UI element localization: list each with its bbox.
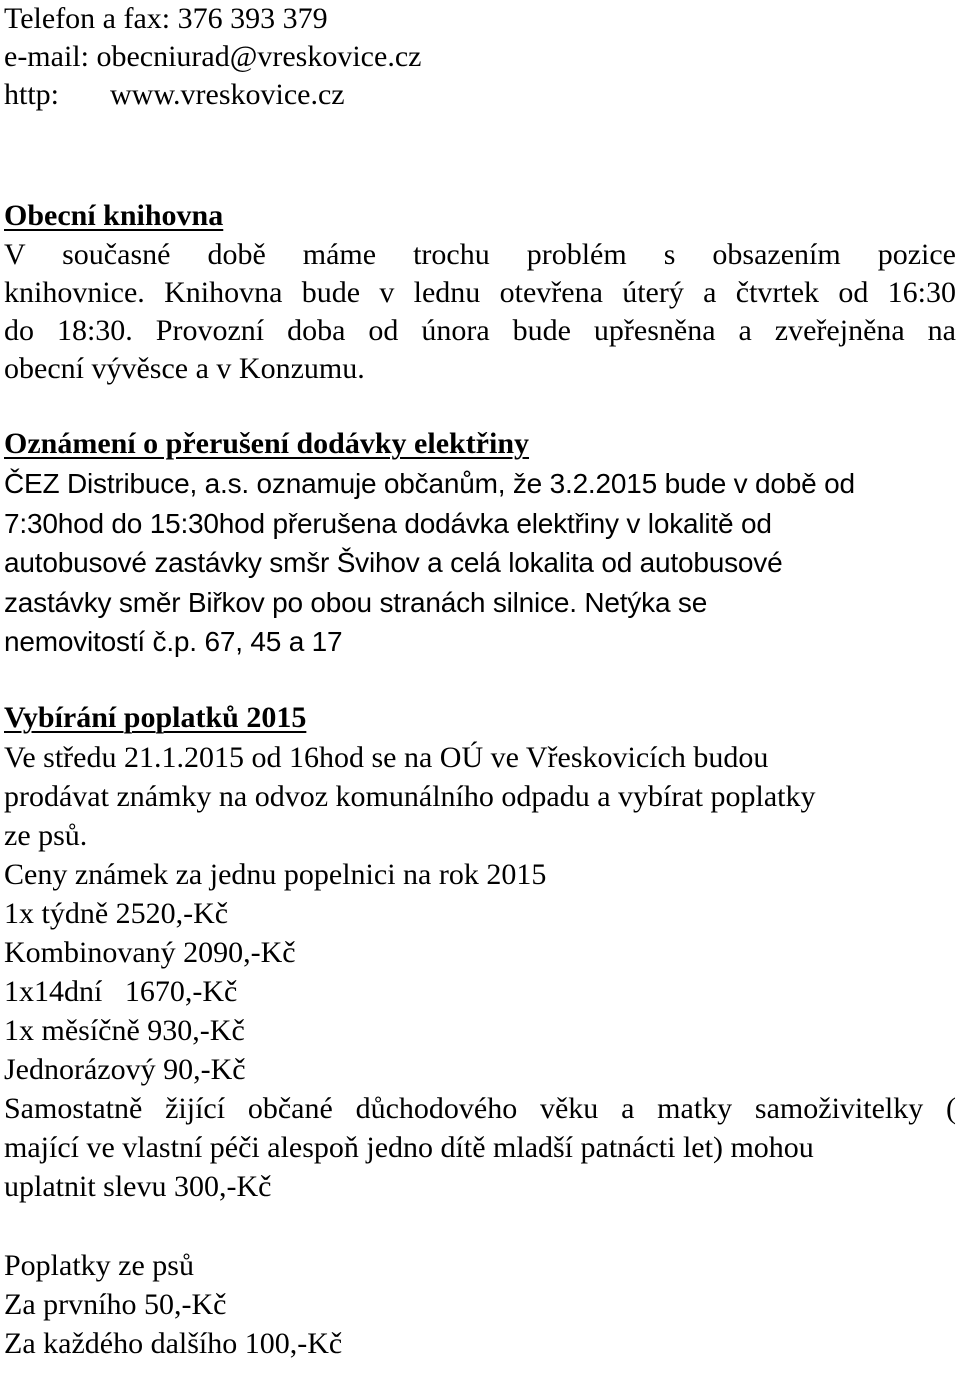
- fees-line: Ve středu 21.1.2015 od 16hod se na OÚ ve Vřeskovicích budou: [4, 740, 769, 774]
- email-link[interactable]: obecniurad@vreskovice.cz: [96, 40, 422, 73]
- power-line: ČEZ Distribuce, a.s. oznamuje občanům, že 3.2.2015 bude v době od: [4, 468, 855, 499]
- power-heading: Oznámení o přerušení dodávky elektřiny: [4, 427, 530, 460]
- web-line: [4, 76, 956, 114]
- library-line: V současné době máme trochu problém s obsazením pozice: [4, 238, 956, 271]
- web-label: http:: [4, 78, 60, 111]
- prices-heading: Ceny známek za jednu popelnici na rok 2015: [4, 857, 547, 891]
- spacer: [4, 662, 956, 698]
- fees-section: [4, 698, 956, 1206]
- discount-line: Samostatně žijící občané důchodového věku a matky samoživitelky (: [4, 1091, 956, 1125]
- document-page: [4, 0, 956, 1363]
- web-link[interactable]: www.vreskovice.cz: [110, 78, 345, 111]
- library-line: knihovnice. Knihovna bude v lednu otevřena úterý a čtvrtek od 16:30: [4, 276, 956, 309]
- price-item: 1x14dní 1670,-Kč: [4, 974, 238, 1008]
- power-section: [4, 424, 956, 662]
- power-line: autobusové zastávky smšr Švihov a celá lokalita od autobusové: [4, 547, 783, 578]
- library-line: obecní vývěsce a v Konzumu.: [4, 352, 365, 385]
- library-line: do 18:30. Provozní doba od února bude upřesněna a zveřejněna na: [4, 314, 956, 347]
- dogs-line: Za prvního 50,-Kč: [4, 1287, 227, 1321]
- contact-block: [4, 0, 956, 114]
- library-heading: Obecní knihovna: [4, 199, 224, 232]
- email-label: e-mail:: [4, 40, 97, 73]
- email-line: [4, 38, 956, 76]
- power-line: 7:30hod do 15:30hod přerušena dodávka elektřiny v lokalitě od: [4, 507, 772, 539]
- price-item: Kombinovaný 2090,-Kč: [4, 935, 296, 969]
- discount-line: mající ve vlastní péči alespoň jedno dítě mladší patnácti let) mohou: [4, 1130, 814, 1164]
- dogs-line: Za každého dalšího 100,-Kč: [4, 1326, 343, 1360]
- dogs-section: [4, 1246, 956, 1363]
- fees-heading: Vybírání poplatků 2015: [4, 700, 307, 734]
- power-line: nemovitostí č.p. 67, 45 a 17: [4, 626, 343, 657]
- fees-line: prodávat známky na odvoz komunálního odpadu a vybírat poplatky: [4, 779, 816, 813]
- spacer: [4, 388, 956, 424]
- library-section: [4, 196, 956, 388]
- power-line: zastávky směr Biřkov po obou stranách silnice. Netýka se: [4, 586, 708, 618]
- discount-line: uplatnit slevu 300,-Kč: [4, 1169, 272, 1203]
- price-item: Jednorázový 90,-Kč: [4, 1052, 246, 1086]
- fees-line: ze psů.: [4, 818, 88, 852]
- price-item: 1x měsíčně 930,-Kč: [4, 1013, 245, 1047]
- phone-line: Telefon a fax: 376 393 379: [4, 2, 328, 35]
- price-item: 1x týdně 2520,-Kč: [4, 896, 229, 930]
- dogs-heading: Poplatky ze psů: [4, 1248, 194, 1282]
- spacer: [4, 1206, 956, 1246]
- spacer: [4, 114, 956, 196]
